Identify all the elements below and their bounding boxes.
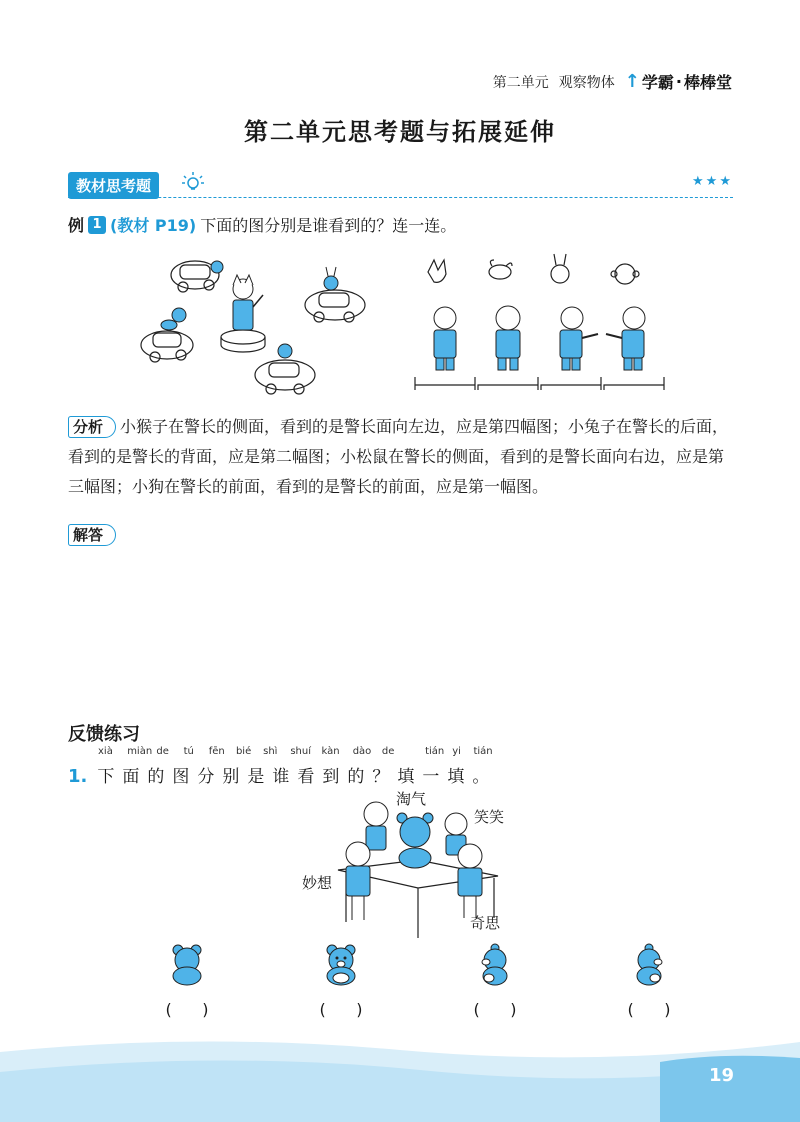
answer-tag: 解答 — [68, 524, 116, 546]
page-number: 19 — [708, 1065, 734, 1086]
label-xiaoxiao: 笑笑 — [474, 808, 505, 826]
pedestal — [221, 330, 265, 352]
car-left — [141, 331, 193, 362]
view-stand — [415, 377, 664, 390]
bunny-face-icon — [551, 254, 569, 283]
animal-dog — [161, 308, 186, 330]
lightbulb-icon — [180, 170, 206, 196]
bear-view-left — [460, 942, 530, 1032]
squirrel-head-icon — [428, 260, 446, 282]
label-qisi: 奇思 — [470, 914, 501, 932]
bear-left-side-icon — [475, 942, 515, 986]
pinyin: de — [381, 746, 395, 757]
police-scene-illustration — [135, 245, 385, 405]
question-number: 1. — [68, 766, 88, 787]
analysis-block — [68, 412, 733, 502]
pinyin: miàn — [127, 746, 153, 757]
pinyin: fēn — [208, 746, 225, 757]
view-right-side — [560, 307, 598, 370]
header-unit: 第二单元 — [492, 74, 549, 91]
brand-logo: ↑ 学霸 · 棒棒堂 — [624, 71, 732, 92]
views-illustration — [410, 250, 680, 395]
answer-block — [68, 524, 120, 546]
footer-wave — [0, 1022, 800, 1122]
page-title: 第二单元思考题与拓展延伸 — [244, 118, 556, 146]
pinyin: kàn — [321, 746, 340, 757]
pinyin: bié — [235, 746, 252, 757]
question-1 — [68, 762, 497, 787]
answer-blank[interactable]: ( ) — [165, 1000, 209, 1019]
feedback-title: 反馈练习 — [68, 724, 140, 745]
bear-right-side-icon — [629, 942, 669, 986]
label-taoqi: 淘气 — [396, 790, 427, 808]
child-taoqi — [364, 802, 388, 850]
bear-view-back — [152, 942, 222, 1032]
answer-blank[interactable]: ( ) — [473, 1000, 517, 1019]
car-right — [305, 290, 365, 322]
pinyin: de — [156, 746, 169, 757]
bear-front-icon — [321, 942, 361, 986]
bear-back-icon — [167, 942, 207, 986]
answer-blank[interactable]: ( ) — [627, 1000, 671, 1019]
car-bottom — [255, 360, 315, 394]
child-miaoxiang — [346, 842, 370, 920]
analysis-tag: 分析 — [68, 416, 116, 438]
section-bar — [68, 170, 733, 198]
animal-rabbit — [324, 267, 338, 290]
pinyin: yi — [452, 746, 461, 757]
example-text: 下面的图分别是谁看到的？连一连。 — [200, 216, 457, 235]
analysis-text: 小猴子在警长的侧面，看到的是警长面向左边，应是第四幅图；小兔子在警长的后面，看到的是警长的背面，应是第二幅图；小松鼠在警长的侧面，看到的是警长面向右边，应是第三幅图；小狗在警长的前面，看到的是警长的前面，应是第一幅图。 — [68, 417, 729, 496]
pinyin: tián — [473, 746, 493, 757]
page-header — [493, 70, 732, 93]
pinyin: shì — [263, 746, 278, 757]
view-left-side — [606, 307, 645, 370]
example-label: 例 — [68, 216, 85, 235]
rabbit-head-icon — [489, 260, 512, 279]
animal-monkey — [211, 261, 223, 273]
pinyin: tú — [183, 746, 194, 757]
monkey-head-icon — [611, 264, 639, 284]
example-heading — [68, 213, 456, 236]
police-cat — [233, 275, 263, 330]
brand-mark-icon: ↑ — [624, 71, 640, 92]
difficulty-stars: ★★★ — [692, 174, 733, 189]
pinyin: xià — [98, 746, 113, 757]
view-front — [434, 307, 456, 370]
label-miaoxiang: 妙想 — [302, 874, 333, 892]
animal-squirrel — [278, 344, 292, 358]
bear-view-right — [614, 942, 684, 1032]
view-back — [496, 306, 520, 370]
answer-blank[interactable]: ( ) — [319, 1000, 363, 1019]
teddy-bear — [397, 813, 433, 868]
textbook-reference: (教材 P19) — [110, 216, 197, 235]
section-divider — [68, 197, 733, 198]
pinyin-row — [98, 746, 497, 757]
section-tag: 教材思考题 — [68, 172, 159, 199]
example-number: 1 — [88, 216, 106, 234]
header-topic: 观察物体 — [558, 74, 615, 91]
question-text: 下面的图分别是谁看到的？填一填。 — [97, 767, 498, 787]
pinyin: shuí — [290, 746, 311, 757]
child-qisi — [458, 844, 482, 918]
pinyin: dào — [352, 746, 372, 757]
pinyin: tián — [425, 746, 445, 757]
bear-view-front — [306, 942, 376, 1032]
